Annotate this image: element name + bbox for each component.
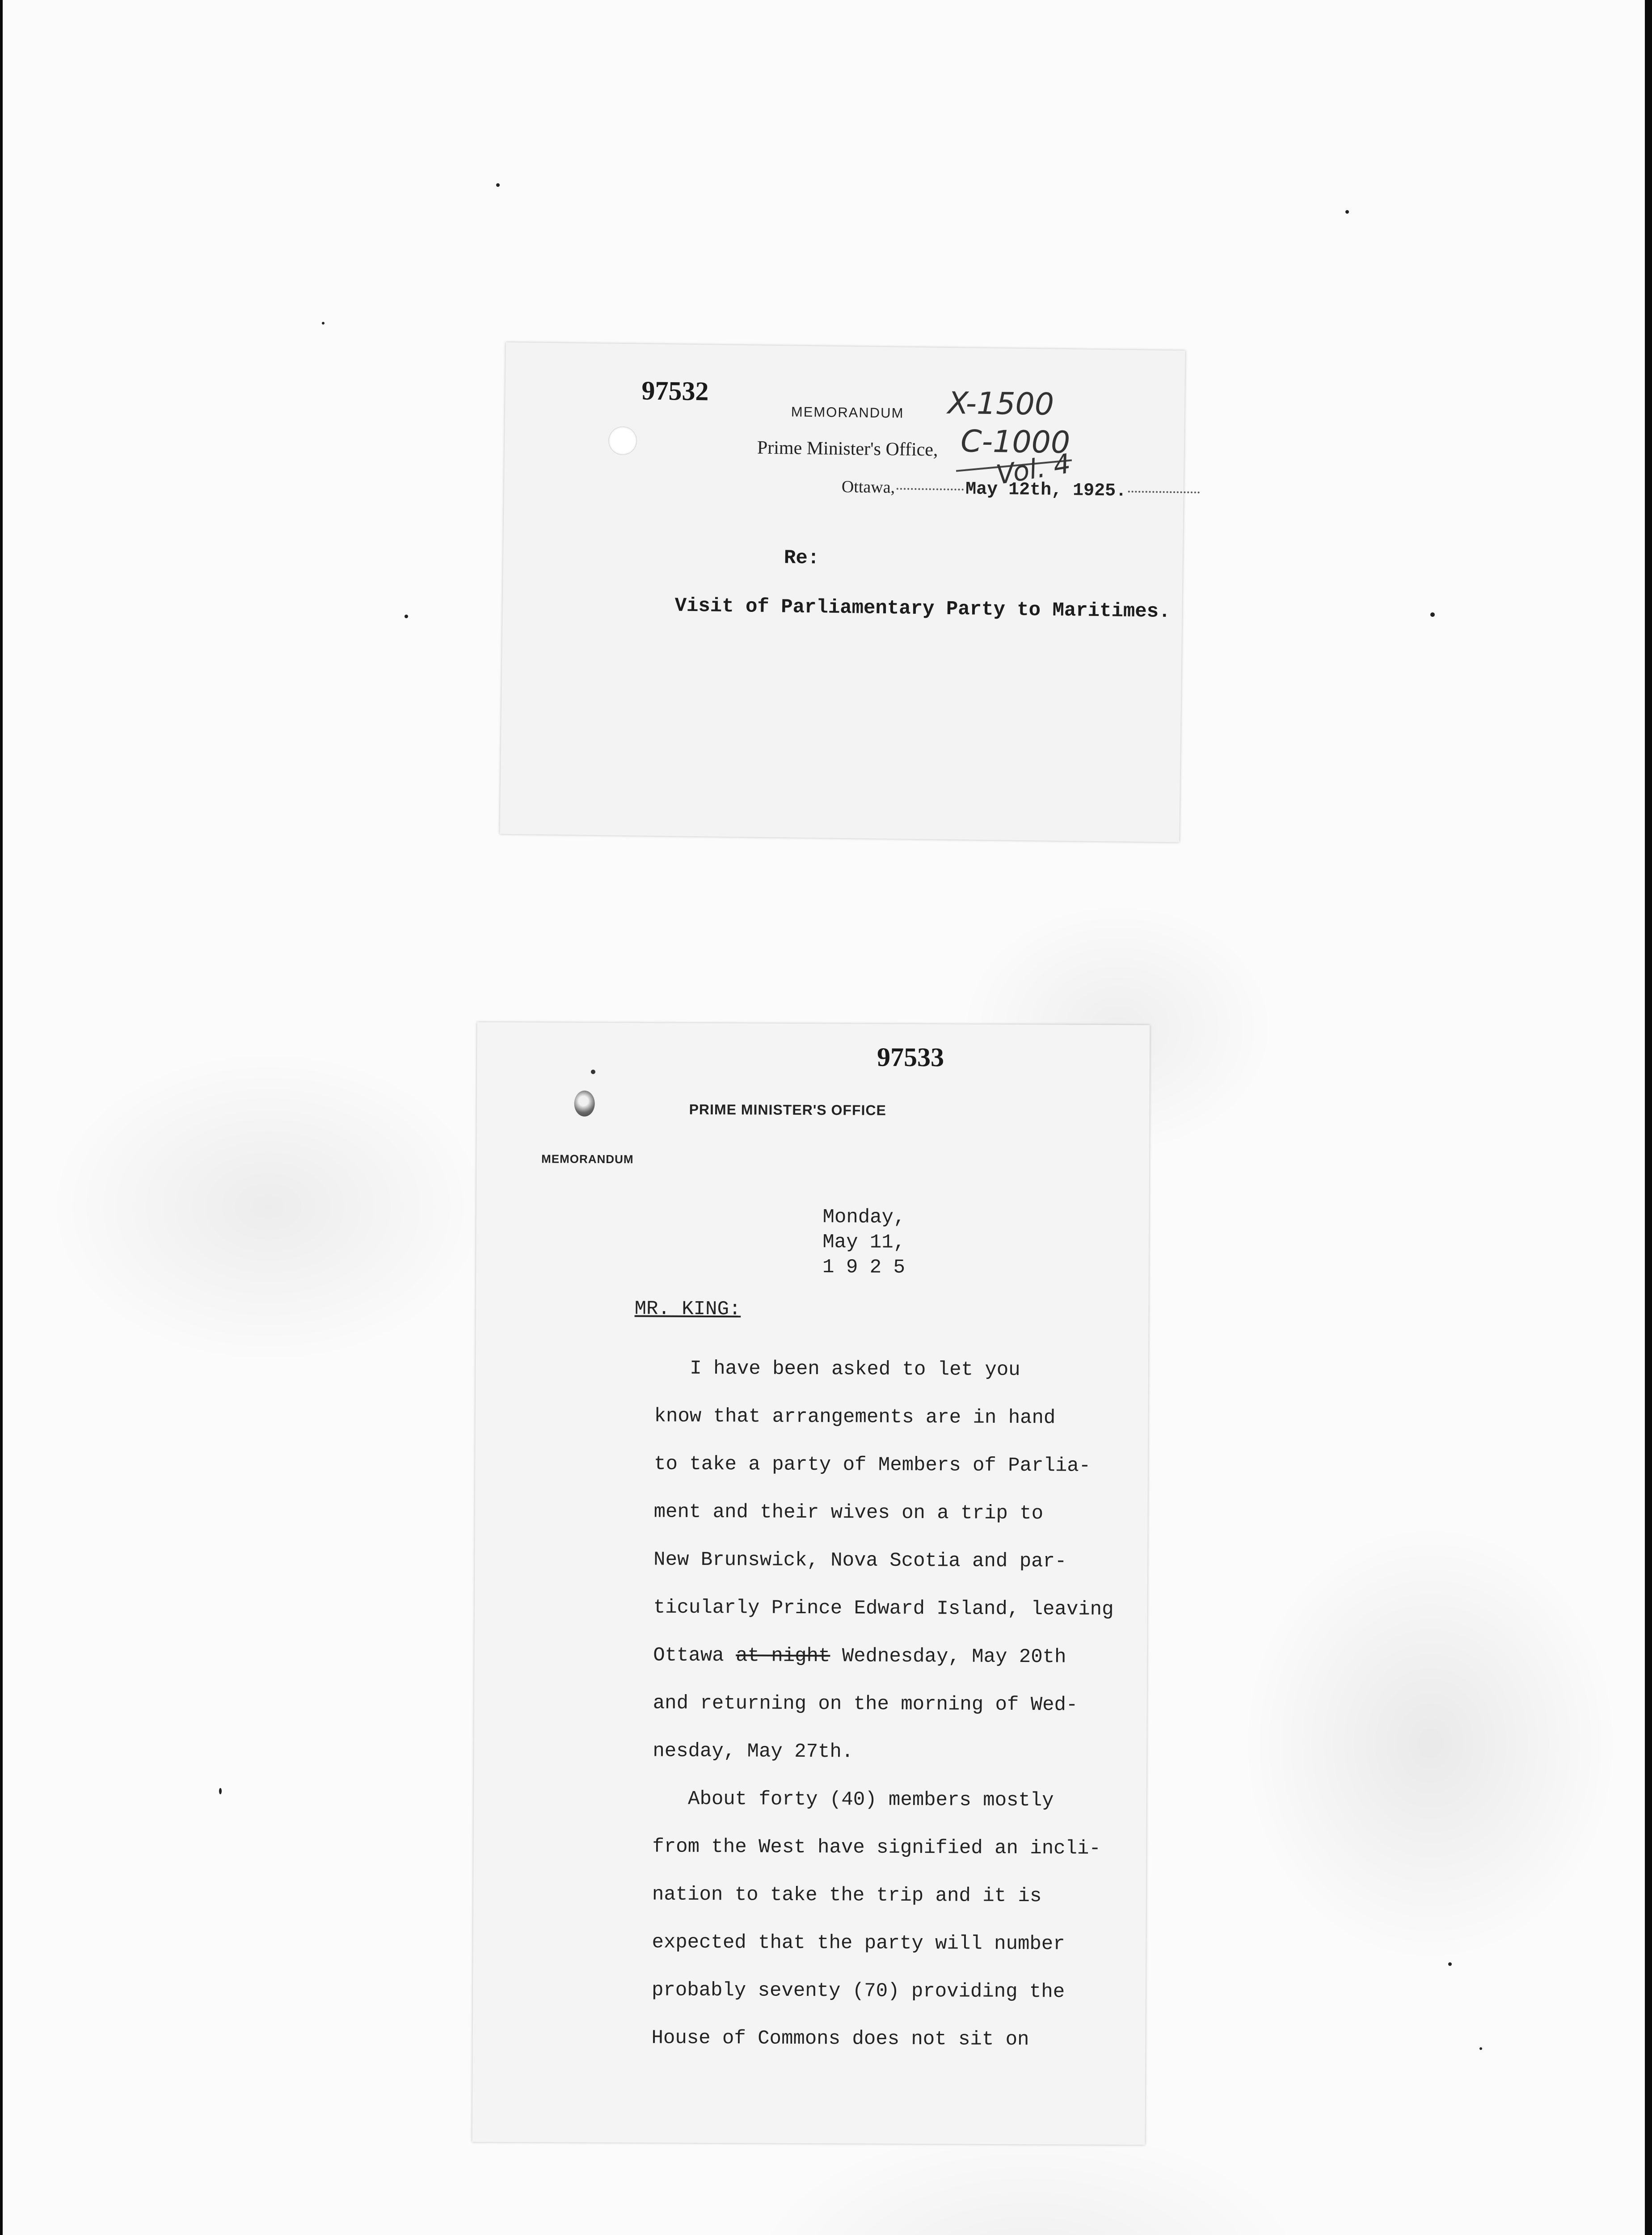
memo-date-block <box>822 1205 906 1280</box>
memo-body <box>651 1345 1115 2064</box>
memo-date: May 12th, 1925. <box>965 479 1127 502</box>
dust-speck <box>1448 1962 1452 1966</box>
body-line-with-strikethrough: Ottawa at night Wednesday, May 20th <box>653 1644 1066 1669</box>
handwritten-file-number: C-1000 <box>960 424 1070 461</box>
memorandum-label: MEMORANDUM <box>541 1152 634 1166</box>
salutation <box>635 1298 741 1320</box>
body-line: probably seventy (70) providing the <box>651 1979 1065 2003</box>
date-line: May 11, <box>822 1231 906 1254</box>
dust-speck <box>496 183 500 187</box>
document-number: 97533 <box>877 1042 944 1072</box>
body-line: About forty (40) members mostly <box>652 1788 1054 1812</box>
handwritten-volume: Vol. 4 <box>994 448 1073 491</box>
body-line: ment and their wives on a trip to <box>653 1501 1044 1525</box>
memorandum-heading: MEMORANDUM <box>791 404 904 421</box>
seal-emblem <box>574 1091 595 1117</box>
film-edge-right <box>1645 0 1652 2235</box>
salutation-text: MR. KING: <box>634 1298 741 1321</box>
body-line: expected that the party will number <box>652 1931 1065 1956</box>
dotted-leader <box>897 488 964 491</box>
body-line: nesday, May 27th. <box>653 1740 854 1763</box>
dotted-leader <box>1128 491 1200 493</box>
dust-speck <box>1479 2047 1482 2050</box>
dust-speck <box>322 322 324 325</box>
memorandum-card-2 <box>472 1022 1150 2145</box>
body-line: know that arrangements are in hand <box>654 1405 1056 1430</box>
memo-subject: Visit of Parliamentary Party to Maritimes. <box>674 595 1171 623</box>
body-line: ticularly Prince Edward Island, leaving <box>653 1596 1114 1621</box>
memorandum-card-1 <box>500 342 1185 842</box>
body-line: New Brunswick, Nova Scotia and par- <box>653 1548 1067 1573</box>
handwritten-file-number: X-1500 <box>947 385 1054 422</box>
body-line: and returning on the morning of Wed- <box>653 1692 1078 1716</box>
date-line: Monday, <box>822 1206 906 1229</box>
punch-hole <box>608 426 637 455</box>
dust-speck <box>219 1788 222 1794</box>
document-number: 97532 <box>641 375 709 406</box>
office-header: PRIME MINISTER'S OFFICE <box>689 1101 886 1118</box>
body-line: to take a party of Members of Parlia- <box>654 1453 1091 1477</box>
body-line: nation to take the trip and it is <box>652 1883 1042 1908</box>
dust-speck <box>1345 210 1349 214</box>
re-label: Re: <box>784 547 820 570</box>
film-edge-left <box>0 0 3 2235</box>
body-line: from the West have signified an incli- <box>652 1835 1101 1860</box>
body-line: I have been asked to let you <box>654 1357 1020 1382</box>
body-line: House of Commons does not sit on <box>651 2027 1029 2051</box>
struck-text: at night <box>736 1645 830 1668</box>
office-line: Prime Minister's Office, <box>757 437 938 460</box>
ink-dot <box>591 1070 595 1074</box>
dust-speck <box>405 615 408 618</box>
date-line: 1 9 2 5 <box>822 1256 906 1279</box>
dust-speck <box>1430 612 1435 617</box>
ottawa-label: Ottawa, <box>841 477 895 497</box>
